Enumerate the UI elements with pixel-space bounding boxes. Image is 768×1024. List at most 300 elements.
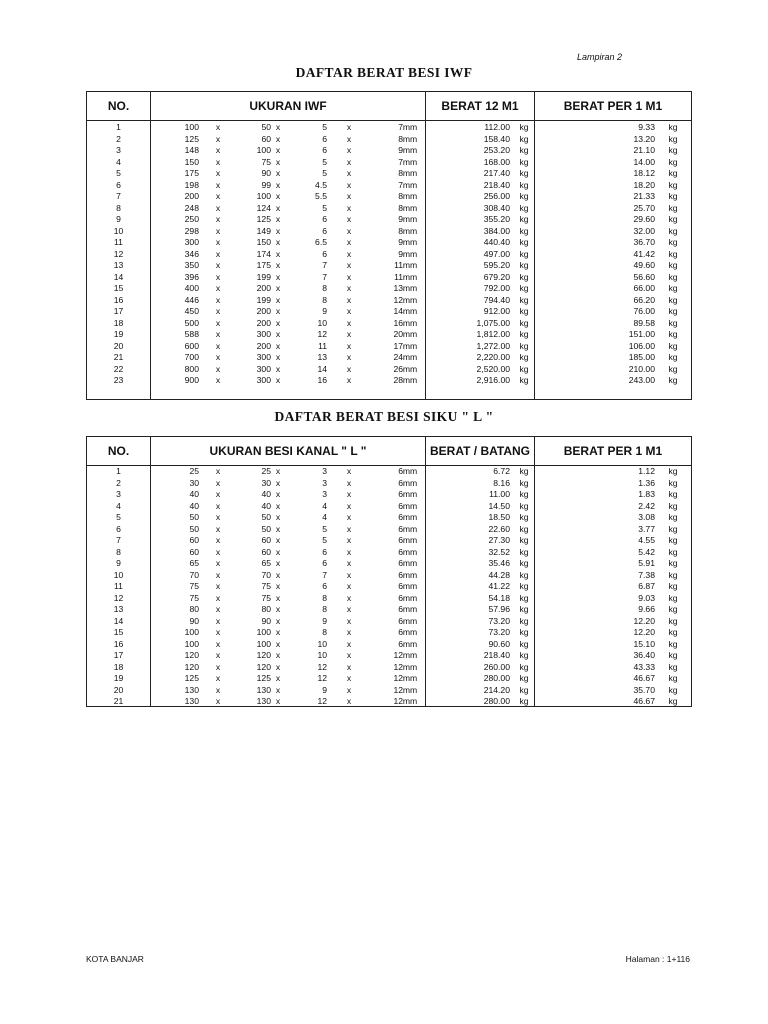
cell-no: 12 [113, 248, 124, 259]
cell-b: 300 [256, 363, 271, 374]
cell-x: x [346, 179, 352, 190]
cell-t2: 6 [398, 489, 403, 499]
cell-no: 14 [113, 615, 124, 626]
cell-t1: 4 [322, 512, 327, 522]
cell-x: x [215, 260, 221, 270]
cell-b: 200 [256, 283, 271, 293]
cell-unit-kg: kg [519, 661, 529, 672]
cell-t1: 5.5 [315, 191, 327, 201]
cell-x: x [275, 340, 281, 351]
cell-t2: 24 [393, 352, 403, 362]
table-row [87, 524, 691, 536]
cell-unit-mm: mm [402, 156, 418, 167]
table-row [87, 249, 691, 261]
cell-unit-kg: kg [519, 500, 529, 511]
cell-x: x [275, 168, 281, 178]
cell-x: x [275, 225, 281, 236]
cell-b: 300 [256, 329, 271, 339]
cell-unit-kg: kg [668, 684, 678, 695]
table-row [87, 191, 691, 203]
cell-t1: 3 [322, 489, 327, 499]
cell-t2: 6 [398, 477, 403, 488]
cell-unit-mm: mm [402, 650, 418, 660]
cell-no: 11 [114, 237, 123, 247]
cell-d: 90 [189, 615, 199, 626]
cell-unit-mm: mm [402, 477, 418, 488]
cell-t2: 6 [398, 466, 403, 476]
cell-d: 298 [184, 225, 199, 236]
table-row [87, 295, 691, 307]
cell-x: x [215, 248, 221, 259]
cell-unit-mm: mm [402, 191, 418, 201]
table-row [87, 501, 691, 513]
cell-no: 3 [116, 145, 121, 155]
table-row [87, 639, 691, 651]
cell-b: 50 [261, 512, 271, 522]
cell-x: x [275, 558, 281, 568]
cell-x: x [275, 477, 281, 488]
cell-x: x [275, 627, 281, 637]
cell-unit-kg: kg [668, 248, 678, 259]
cell-unit-kg: kg [519, 569, 529, 580]
cell-b: 80 [261, 604, 271, 614]
cell-t2: 12 [393, 684, 403, 695]
cell-unit-kg: kg [668, 156, 678, 167]
cell-x: x [275, 133, 281, 144]
cell-berat-per-m: 21.10 [633, 145, 655, 155]
cell-x: x [346, 122, 352, 132]
cell-no: 13 [113, 260, 124, 270]
cell-unit-mm: mm [402, 294, 418, 305]
cell-unit-kg: kg [519, 271, 529, 282]
cell-b: 40 [261, 500, 271, 511]
cell-d: 300 [184, 237, 199, 247]
cell-unit-mm: mm [402, 627, 418, 637]
cell-unit-kg: kg [668, 581, 678, 591]
table-row [87, 180, 691, 192]
cell-unit-mm: mm [402, 466, 418, 476]
cell-no: 9 [116, 214, 121, 224]
cell-d: 60 [189, 535, 199, 545]
cell-berat: 2,520.00 [476, 363, 510, 374]
cell-unit-mm: mm [402, 237, 418, 247]
cell-x: x [275, 673, 281, 683]
cell-x: x [215, 168, 221, 178]
table-row [87, 673, 691, 685]
cell-berat: 18.50 [488, 512, 510, 522]
cell-unit-kg: kg [519, 523, 529, 534]
cell-x: x [275, 523, 281, 534]
cell-x: x [275, 191, 281, 201]
cell-b: 124 [256, 202, 271, 213]
cell-d: 50 [189, 523, 199, 534]
cell-unit-kg: kg [668, 477, 678, 488]
cell-no: 20 [113, 340, 124, 351]
cell-berat: 22.60 [488, 523, 510, 534]
cell-d: 30 [189, 477, 199, 488]
cell-t2: 13 [393, 283, 403, 293]
cell-t1: 7 [322, 271, 327, 282]
cell-t1: 9 [322, 615, 327, 626]
cell-x: x [346, 466, 352, 476]
cell-berat: 158.40 [483, 133, 510, 144]
cell-berat-per-m: 7.38 [638, 569, 655, 580]
cell-berat-per-m: 3.08 [638, 512, 655, 522]
cell-unit-kg: kg [668, 546, 678, 557]
cell-berat: 168.00 [483, 156, 510, 167]
cell-unit-mm: mm [402, 375, 418, 385]
cell-t1: 12 [317, 673, 327, 683]
cell-t1: 6 [322, 581, 327, 591]
cell-x: x [275, 202, 281, 213]
cell-unit-kg: kg [519, 133, 529, 144]
cell-berat-per-m: 13.20 [633, 133, 655, 144]
cell-unit-kg: kg [668, 145, 678, 155]
cell-d: 65 [189, 558, 199, 568]
cell-x: x [275, 696, 281, 706]
cell-t1: 3 [322, 477, 327, 488]
cell-x: x [215, 352, 221, 362]
table-row [87, 272, 691, 284]
cell-x: x [346, 145, 352, 155]
cell-t2: 20 [393, 329, 403, 339]
cell-unit-mm: mm [402, 638, 418, 649]
table-row [87, 283, 691, 295]
cell-t1: 6.5 [315, 237, 327, 247]
cell-unit-mm: mm [402, 133, 418, 144]
cell-no: 16 [113, 294, 124, 305]
cell-unit-kg: kg [668, 569, 678, 580]
cell-x: x [346, 237, 352, 247]
cell-no: 10 [113, 225, 124, 236]
cell-d: 125 [184, 133, 199, 144]
cell-unit-mm: mm [402, 546, 418, 557]
cell-t2: 9 [398, 214, 403, 224]
cell-unit-kg: kg [668, 650, 678, 660]
cell-x: x [275, 615, 281, 626]
cell-t1: 3 [322, 466, 327, 476]
cell-unit-kg: kg [519, 248, 529, 259]
table-row [87, 306, 691, 318]
cell-unit-mm: mm [402, 489, 418, 499]
cell-d: 250 [184, 214, 199, 224]
cell-no: 18 [113, 661, 124, 672]
cell-unit-mm: mm [402, 684, 418, 695]
cell-x: x [215, 696, 221, 706]
cell-unit-mm: mm [402, 306, 418, 316]
cell-t1: 8 [322, 627, 327, 637]
cell-t1: 5 [322, 156, 327, 167]
cell-t1: 13 [317, 352, 327, 362]
cell-b: 200 [256, 317, 271, 328]
cell-d: 588 [184, 329, 199, 339]
cell-berat: 2,916.00 [476, 375, 510, 385]
cell-unit-kg: kg [668, 558, 678, 568]
cell-d: 198 [184, 179, 199, 190]
cell-b: 60 [261, 133, 271, 144]
cell-berat-per-m: 18.12 [633, 168, 655, 178]
cell-t1: 6 [322, 248, 327, 259]
cell-unit-kg: kg [519, 512, 529, 522]
cell-unit-kg: kg [668, 133, 678, 144]
cell-x: x [346, 558, 352, 568]
cell-d: 40 [189, 500, 199, 511]
cell-x: x [346, 260, 352, 270]
cell-t2: 6 [398, 581, 403, 591]
cell-d: 800 [184, 363, 199, 374]
cell-t2: 6 [398, 512, 403, 522]
cell-x: x [346, 661, 352, 672]
cell-unit-mm: mm [402, 145, 418, 155]
cell-berat-per-m: 14.00 [633, 156, 655, 167]
cell-berat: 73.20 [488, 615, 510, 626]
cell-unit-kg: kg [519, 477, 529, 488]
cell-d: 80 [189, 604, 199, 614]
cell-t2: 6 [398, 546, 403, 557]
cell-berat: 217.40 [483, 168, 510, 178]
cell-x: x [215, 156, 221, 167]
cell-d: 248 [184, 202, 199, 213]
cell-no: 1 [116, 466, 121, 476]
cell-unit-kg: kg [519, 202, 529, 213]
cell-x: x [346, 604, 352, 614]
cell-unit-kg: kg [519, 363, 529, 374]
cell-t1: 10 [317, 638, 327, 649]
cell-berat-per-m: 36.70 [633, 237, 655, 247]
cell-berat: 32.52 [488, 546, 510, 557]
cell-b: 60 [261, 546, 271, 557]
table-row [87, 145, 691, 157]
cell-berat: 912.00 [483, 306, 510, 316]
cell-x: x [275, 650, 281, 660]
cell-unit-kg: kg [668, 512, 678, 522]
cell-no: 21 [113, 696, 124, 706]
cell-x: x [346, 271, 352, 282]
cell-berat-per-m: 18.20 [633, 179, 655, 190]
cell-x: x [215, 638, 221, 649]
header-no: NO. [107, 444, 130, 458]
cell-berat: 384.00 [483, 225, 510, 236]
cell-unit-kg: kg [519, 294, 529, 305]
cell-berat-per-m: 15.10 [633, 638, 655, 649]
cell-unit-kg: kg [668, 673, 678, 683]
cell-unit-mm: mm [402, 202, 418, 213]
cell-no: 7 [116, 191, 121, 201]
cell-b: 120 [256, 650, 271, 660]
cell-b: 100 [256, 145, 271, 155]
cell-x: x [346, 627, 352, 637]
cell-t1: 12 [317, 661, 327, 672]
cell-x: x [215, 535, 221, 545]
header-berat: BERAT 12 M1 [441, 99, 519, 113]
cell-b: 75 [261, 592, 271, 603]
cell-x: x [215, 661, 221, 672]
cell-unit-kg: kg [519, 581, 529, 591]
cell-berat-per-m: 66.20 [633, 294, 655, 305]
cell-t1: 7 [322, 260, 327, 270]
cell-berat-per-m: 46.67 [633, 696, 655, 706]
cell-no: 6 [116, 179, 121, 190]
cell-t2: 28 [393, 375, 403, 385]
cell-d: 50 [189, 512, 199, 522]
header-berat-per-m: BERAT PER 1 M1 [563, 444, 663, 458]
cell-berat-per-m: 36.40 [633, 650, 655, 660]
cell-berat: 8.16 [493, 477, 510, 488]
cell-t2: 6 [398, 500, 403, 511]
cell-x: x [275, 581, 281, 591]
cell-unit-kg: kg [668, 363, 678, 374]
cell-x: x [346, 352, 352, 362]
cell-x: x [346, 650, 352, 660]
cell-d: 900 [184, 375, 199, 385]
cell-unit-mm: mm [402, 352, 418, 362]
cell-t2: 6 [398, 627, 403, 637]
cell-x: x [215, 294, 221, 305]
cell-t1: 5 [322, 122, 327, 132]
cell-no: 13 [113, 604, 124, 614]
table-row [87, 157, 691, 169]
cell-unit-kg: kg [668, 122, 678, 132]
cell-t1: 8 [322, 604, 327, 614]
cell-unit-kg: kg [668, 523, 678, 534]
table-row [87, 122, 691, 134]
header-ukuran: UKURAN IWF [249, 99, 327, 113]
cell-d: 40 [189, 489, 199, 499]
cell-unit-mm: mm [402, 179, 418, 190]
cell-t2: 9 [398, 145, 403, 155]
cell-unit-kg: kg [668, 283, 678, 293]
cell-unit-kg: kg [519, 225, 529, 236]
table-row [87, 627, 691, 639]
cell-x: x [346, 535, 352, 545]
cell-no: 21 [113, 352, 124, 362]
cell-x: x [346, 225, 352, 236]
table-row [87, 650, 691, 662]
cell-x: x [346, 615, 352, 626]
cell-t2: 6 [398, 569, 403, 580]
cell-unit-kg: kg [668, 500, 678, 511]
cell-x: x [215, 214, 221, 224]
cell-x: x [215, 569, 221, 580]
cell-berat: 260.00 [483, 661, 510, 672]
table-row [87, 226, 691, 238]
cell-berat-per-m: 25.70 [633, 202, 655, 213]
cell-no: 6 [116, 523, 121, 534]
cell-unit-kg: kg [668, 375, 678, 385]
cell-unit-kg: kg [519, 535, 529, 545]
cell-x: x [215, 512, 221, 522]
cell-x: x [346, 294, 352, 305]
table-row [87, 593, 691, 605]
cell-x: x [346, 363, 352, 374]
cell-t2: 7 [398, 179, 403, 190]
cell-berat: 2,220.00 [476, 352, 510, 362]
cell-b: 70 [261, 569, 271, 580]
cell-unit-mm: mm [402, 363, 418, 374]
cell-unit-kg: kg [519, 489, 529, 499]
cell-x: x [346, 696, 352, 706]
cell-berat: 308.40 [483, 202, 510, 213]
cell-b: 175 [256, 260, 271, 270]
cell-unit-kg: kg [519, 191, 529, 201]
cell-berat: 679.20 [483, 271, 510, 282]
cell-t2: 11 [394, 271, 403, 282]
cell-berat-per-m: 5.42 [638, 546, 655, 557]
cell-d: 125 [184, 673, 199, 683]
cell-unit-kg: kg [519, 604, 529, 614]
cell-x: x [346, 546, 352, 557]
cell-b: 50 [261, 523, 271, 534]
cell-d: 150 [184, 156, 199, 167]
cell-x: x [215, 627, 221, 637]
cell-unit-mm: mm [402, 661, 418, 672]
cell-x: x [215, 202, 221, 213]
cell-berat-per-m: 5.91 [638, 558, 655, 568]
cell-berat: 1,075.00 [476, 317, 510, 328]
cell-unit-kg: kg [668, 214, 678, 224]
cell-t2: 8 [398, 202, 403, 213]
cell-berat: 57.96 [488, 604, 510, 614]
cell-t2: 6 [398, 535, 403, 545]
table-row [87, 329, 691, 341]
cell-t2: 6 [398, 638, 403, 649]
cell-t2: 8 [398, 133, 403, 144]
cell-d: 25 [189, 466, 199, 476]
cell-unit-kg: kg [668, 260, 678, 270]
cell-berat: 35.46 [488, 558, 510, 568]
cell-unit-mm: mm [402, 569, 418, 580]
cell-x: x [275, 145, 281, 155]
cell-b: 90 [261, 168, 271, 178]
cell-berat: 112.00 [484, 122, 510, 132]
cell-x: x [346, 317, 352, 328]
cell-x: x [275, 317, 281, 328]
cell-t2: 6 [398, 604, 403, 614]
cell-x: x [215, 500, 221, 511]
cell-x: x [215, 363, 221, 374]
cell-no: 8 [116, 202, 121, 213]
cell-unit-kg: kg [519, 260, 529, 270]
cell-x: x [275, 237, 281, 247]
table-row [87, 478, 691, 490]
cell-no: 19 [113, 329, 124, 339]
cell-no: 7 [116, 535, 121, 545]
cell-berat-per-m: 9.66 [638, 604, 655, 614]
cell-x: x [215, 604, 221, 614]
cell-x: x [275, 122, 281, 132]
cell-x: x [215, 329, 221, 339]
cell-unit-kg: kg [519, 684, 529, 695]
cell-berat: 1,272.00 [476, 340, 510, 351]
table-row [87, 214, 691, 226]
cell-x: x [275, 500, 281, 511]
cell-berat-per-m: 66.00 [633, 283, 655, 293]
cell-berat-per-m: 2.42 [638, 500, 655, 511]
cell-t2: 7 [398, 122, 403, 132]
cell-no: 19 [113, 673, 124, 683]
table-row [87, 134, 691, 146]
cell-b: 130 [256, 684, 271, 695]
cell-x: x [346, 283, 352, 293]
cell-berat-per-m: 6.87 [638, 581, 655, 591]
cell-x: x [275, 489, 281, 499]
cell-b: 100 [256, 638, 271, 649]
cell-x: x [346, 306, 352, 316]
cell-x: x [275, 375, 281, 385]
angle-weight-table [86, 436, 692, 707]
cell-berat-per-m: 9.03 [638, 592, 655, 603]
cell-unit-kg: kg [519, 627, 529, 637]
